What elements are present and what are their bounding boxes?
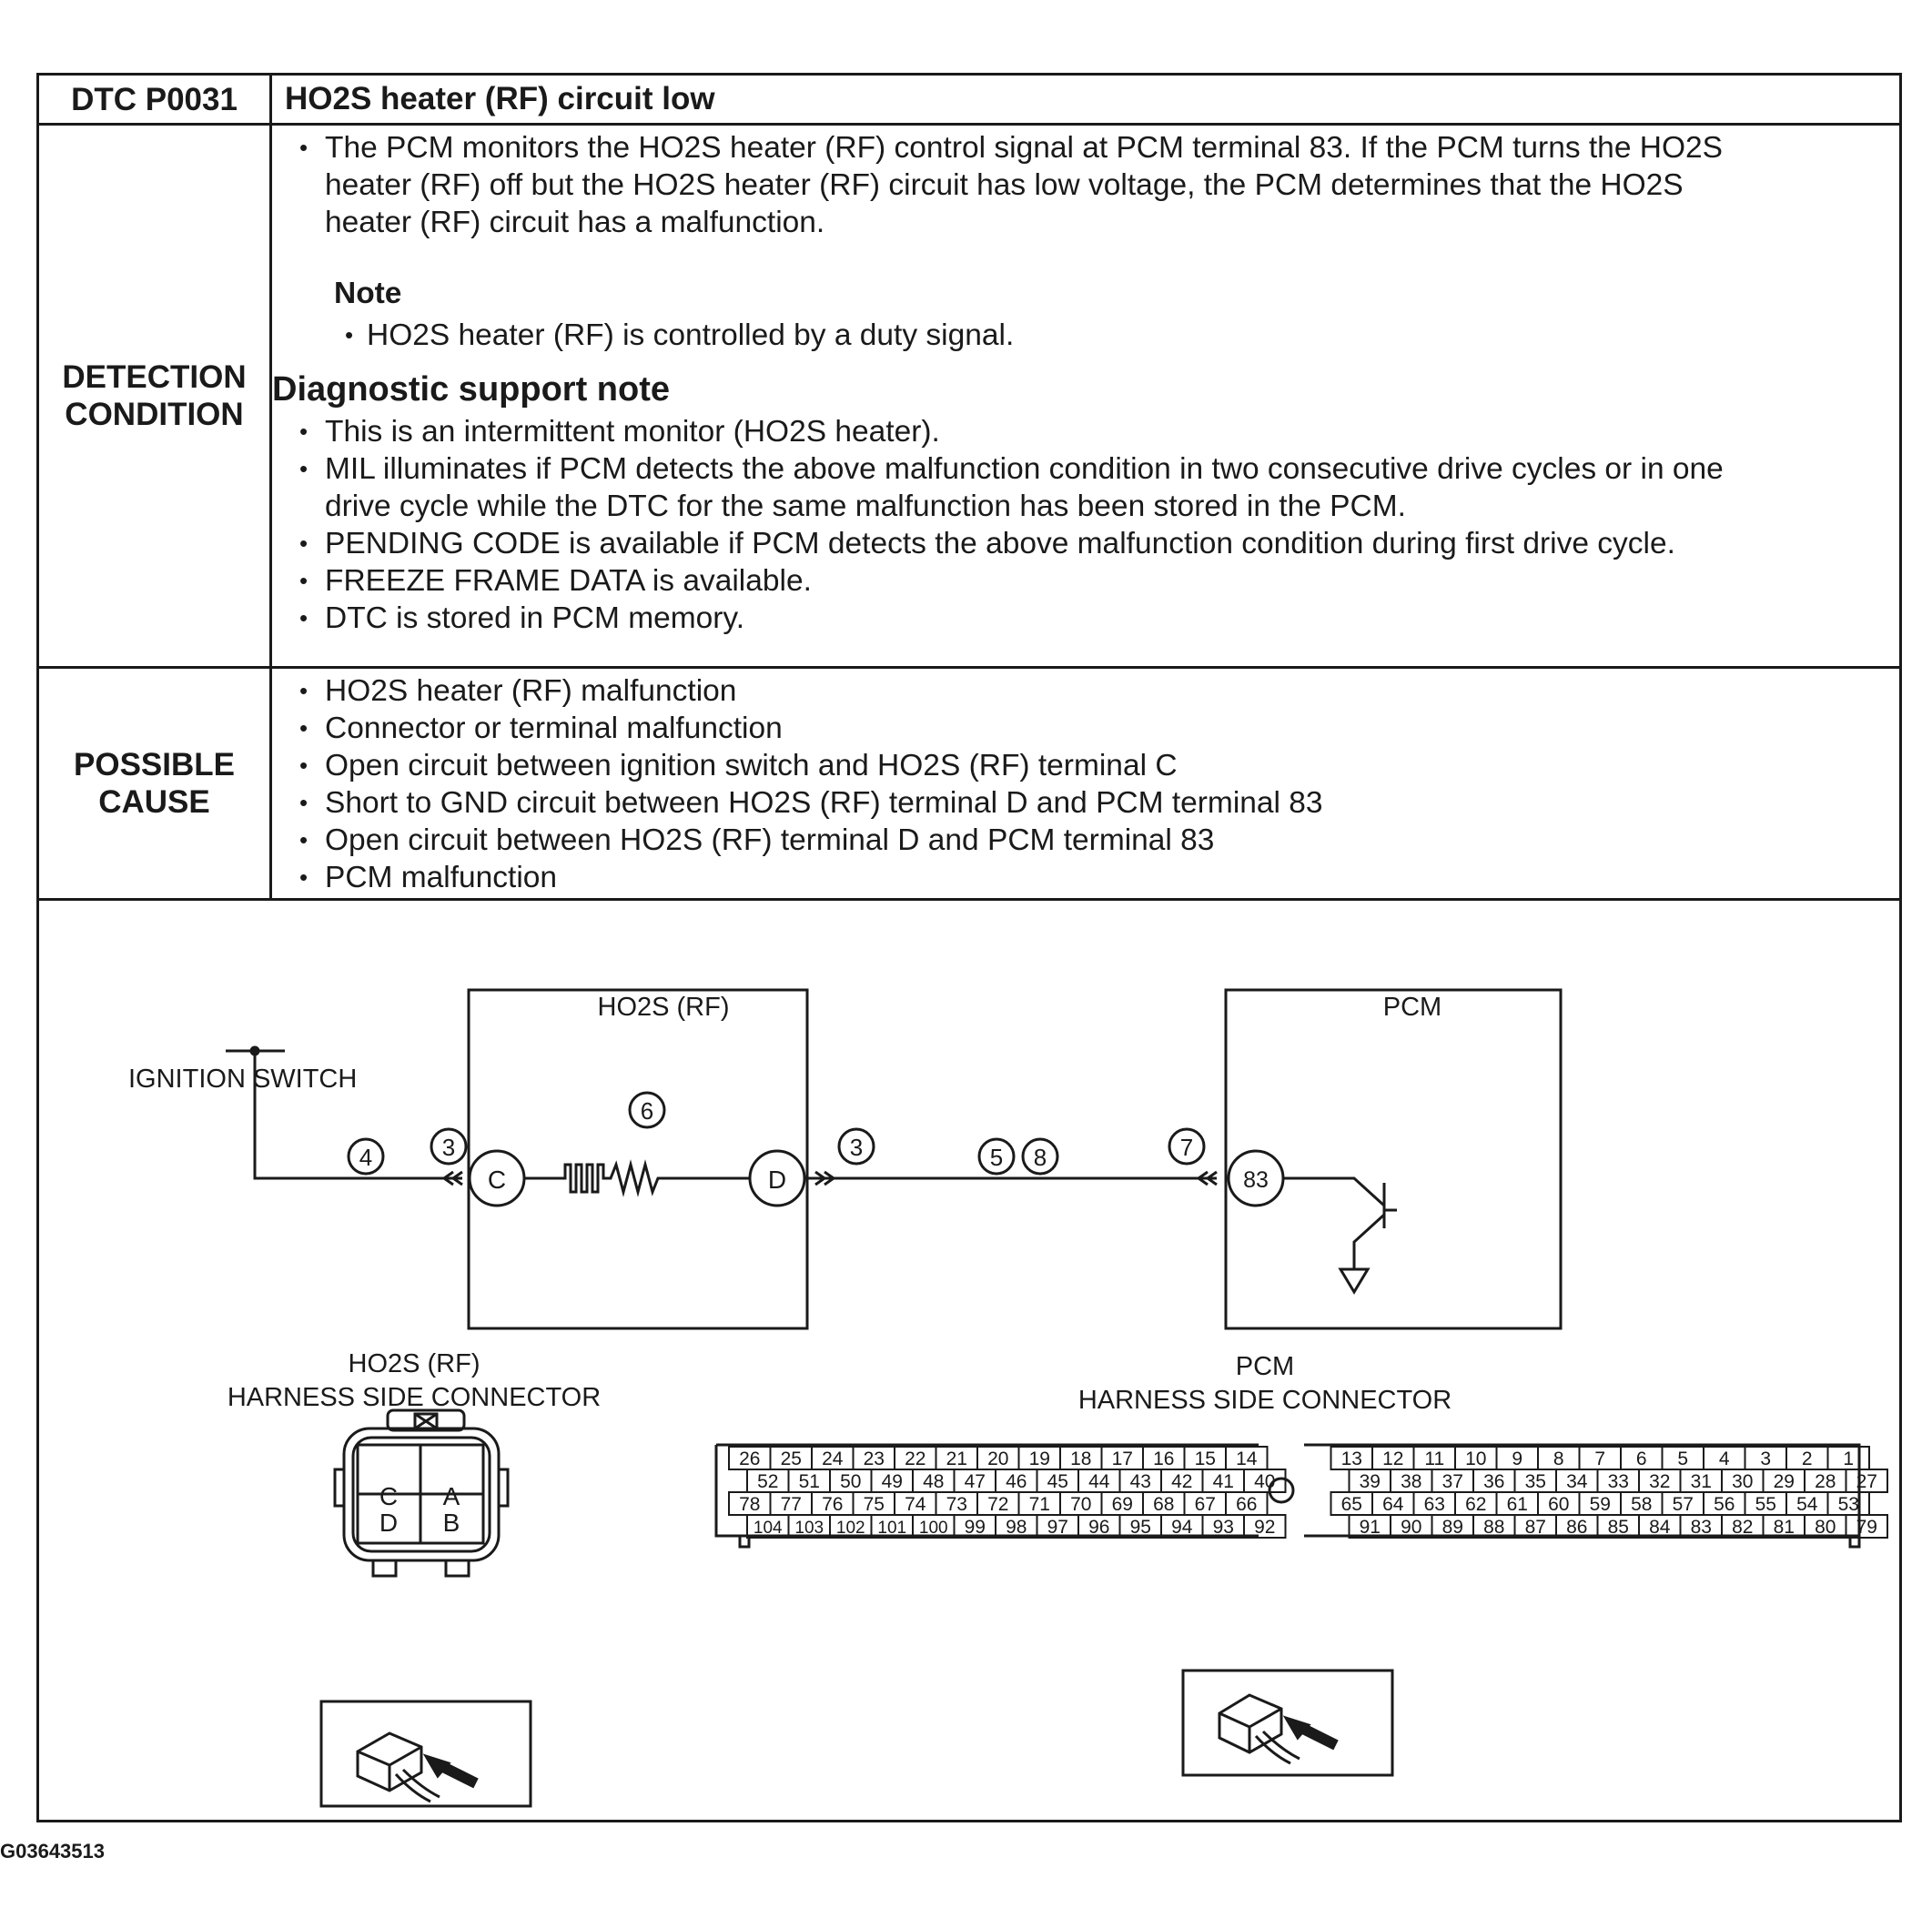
step-7-label: 7 bbox=[1179, 1134, 1194, 1161]
ho2s-connector-title-line1: HO2S (RF) bbox=[348, 1349, 480, 1378]
pcm-pin-label: 54 bbox=[1796, 1494, 1818, 1515]
cause-item: Open circuit between ignition switch and HO2S (RF) terminal C bbox=[325, 749, 1178, 782]
cause-content bbox=[272, 669, 1899, 898]
pcm-pin-label: 103 bbox=[794, 1519, 824, 1538]
cause-item: PCM malfunction bbox=[325, 861, 558, 894]
pcm-pin-label: 76 bbox=[822, 1494, 844, 1515]
ignition-label: IGNITION SWITCH bbox=[128, 1065, 358, 1094]
pcm-pin-label: 59 bbox=[1589, 1494, 1611, 1515]
pcm-pin-label: 46 bbox=[1006, 1471, 1027, 1492]
ho2s-title: HO2S (RF) bbox=[597, 993, 730, 1022]
dtc-sheet bbox=[36, 73, 1902, 1822]
pcm-pin-label: 22 bbox=[905, 1449, 926, 1469]
detection-label bbox=[39, 126, 272, 666]
pcm-pin-label: 34 bbox=[1566, 1471, 1588, 1492]
pcm-pin-label: 18 bbox=[1070, 1449, 1092, 1469]
pcm-pin-label: 98 bbox=[1006, 1517, 1027, 1538]
ho2s-pin: C bbox=[379, 1482, 399, 1510]
support-item: DTC is stored in PCM memory. bbox=[325, 601, 745, 635]
pcm-pin-label: 11 bbox=[1424, 1449, 1445, 1469]
pcm-pin-label: 35 bbox=[1524, 1471, 1546, 1492]
pcm-pin-label: 2 bbox=[1801, 1449, 1813, 1469]
pcm-pin-label: 17 bbox=[1111, 1449, 1133, 1469]
pcm-pin-label: 47 bbox=[964, 1471, 986, 1492]
pcm-pin-label: 104 bbox=[753, 1519, 783, 1538]
bullet-dot: • bbox=[299, 530, 309, 557]
dtc-title: HO2S heater (RF) circuit low bbox=[285, 81, 715, 116]
pcm-pin-label: 62 bbox=[1465, 1494, 1487, 1515]
bullet-dot: • bbox=[299, 863, 309, 891]
pcm-pin-label: 3 bbox=[1760, 1449, 1772, 1469]
pcm-pin-label: 58 bbox=[1631, 1494, 1653, 1515]
pcm-title: PCM bbox=[1382, 993, 1442, 1022]
pcm-pin-label: 23 bbox=[863, 1449, 885, 1469]
pcm-pin-label: 24 bbox=[822, 1449, 844, 1469]
pcm-pin-label: 20 bbox=[987, 1449, 1009, 1469]
pcm-pin-label: 97 bbox=[1047, 1517, 1068, 1538]
cause-item: Connector or terminal malfunction bbox=[325, 712, 783, 745]
harness-view-icon bbox=[358, 1733, 476, 1802]
pcm-pin-label: 67 bbox=[1194, 1494, 1216, 1515]
pcm-pin-label: 68 bbox=[1153, 1494, 1175, 1515]
harness-view-icon bbox=[1219, 1695, 1336, 1763]
support-item: drive cycle while the DTC for the same malfunction has been stored in the PCM. bbox=[325, 490, 1406, 523]
ho2s-pin: A bbox=[442, 1482, 460, 1510]
pcm-pin-label: 88 bbox=[1483, 1517, 1505, 1538]
dtc-code: DTC P0031 bbox=[39, 76, 272, 123]
pcm-pin-label: 7 bbox=[1594, 1449, 1606, 1469]
terminal-c-label: C bbox=[487, 1166, 507, 1194]
pcm-pin-label: 81 bbox=[1773, 1517, 1795, 1538]
ho2s-connector-title-line2: HARNESS SIDE CONNECTOR bbox=[227, 1383, 602, 1412]
pcm-pin-label: 49 bbox=[881, 1471, 903, 1492]
pcm-pin-label: 77 bbox=[780, 1494, 802, 1515]
pcm-pin-label: 89 bbox=[1441, 1517, 1463, 1538]
bullet-dot: • bbox=[299, 714, 309, 742]
pcm-pin-label: 30 bbox=[1732, 1471, 1754, 1492]
pcm-pin-label: 1 bbox=[1843, 1449, 1855, 1469]
pcm-pin-label: 25 bbox=[780, 1449, 802, 1469]
pcm-connector-title-line2: HARNESS SIDE CONNECTOR bbox=[1077, 1386, 1452, 1415]
bullet-dot: • bbox=[299, 752, 309, 779]
pcm-pin-label: 78 bbox=[739, 1494, 761, 1515]
pcm-pin-label: 8 bbox=[1553, 1449, 1564, 1469]
pcm-pin-label: 13 bbox=[1340, 1449, 1362, 1469]
pcm-pin-label: 74 bbox=[905, 1494, 926, 1515]
pcm-pin-label: 72 bbox=[987, 1494, 1009, 1515]
pcm-pin-label: 102 bbox=[835, 1519, 865, 1538]
pcm-pin-label: 61 bbox=[1506, 1494, 1528, 1515]
pcm-pin-label: 40 bbox=[1254, 1471, 1276, 1492]
step-6-label: 6 bbox=[640, 1097, 654, 1125]
bullet-dot: • bbox=[299, 604, 309, 631]
pcm-pin-label: 10 bbox=[1465, 1449, 1487, 1469]
wiring-diagram bbox=[39, 901, 1899, 1820]
pcm-pin-label: 99 bbox=[964, 1517, 986, 1538]
pcm-pin-label: 84 bbox=[1649, 1517, 1671, 1538]
heater-resistor-icon bbox=[524, 1165, 750, 1192]
ho2s-pin: B bbox=[442, 1509, 460, 1537]
detection-text-line1: The PCM monitors the HO2S heater (RF) control signal at PCM terminal 83. If the PCM turns the HO2S bbox=[325, 131, 1723, 165]
pcm-pin-label: 85 bbox=[1607, 1517, 1629, 1538]
ho2s-connector-icon bbox=[335, 1410, 508, 1576]
bullet-dot: • bbox=[299, 567, 309, 594]
pcm-pin-label: 12 bbox=[1382, 1449, 1404, 1469]
cause-row bbox=[39, 669, 1899, 901]
bullet-dot: • bbox=[299, 134, 309, 161]
pcm-pin-label: 9 bbox=[1512, 1449, 1523, 1469]
pcm-pin-label: 69 bbox=[1111, 1494, 1133, 1515]
transistor-icon bbox=[1283, 1178, 1397, 1269]
pcm-pin-label: 71 bbox=[1028, 1494, 1050, 1515]
pcm-pin-label: 45 bbox=[1047, 1471, 1068, 1492]
pcm-pin-label: 33 bbox=[1607, 1471, 1629, 1492]
pcm-pin-label: 43 bbox=[1129, 1471, 1151, 1492]
step-5-label: 5 bbox=[989, 1144, 1004, 1171]
pcm-pin-label: 64 bbox=[1382, 1494, 1404, 1515]
pcm-pin-label: 96 bbox=[1088, 1517, 1110, 1538]
detection-text-line3: heater (RF) circuit has a malfunction. bbox=[325, 206, 825, 239]
pcm-pin-label: 39 bbox=[1359, 1471, 1381, 1492]
pcm-pin-label: 19 bbox=[1028, 1449, 1050, 1469]
step-8-label: 8 bbox=[1033, 1144, 1047, 1171]
pcm-pin-label: 50 bbox=[840, 1471, 862, 1492]
pcm-pin-label: 90 bbox=[1401, 1517, 1422, 1538]
pcm-pin-label: 38 bbox=[1401, 1471, 1422, 1492]
bullet-dot: • bbox=[299, 826, 309, 853]
note-text: HO2S heater (RF) is controlled by a duty signal. bbox=[367, 318, 1015, 352]
bullet-dot: • bbox=[299, 418, 309, 445]
cause-item: Open circuit between HO2S (RF) terminal D and PCM terminal 83 bbox=[325, 823, 1215, 857]
cause-item: Short to GND circuit between HO2S (RF) terminal D and PCM terminal 83 bbox=[325, 786, 1323, 820]
pcm-pin-label: 41 bbox=[1212, 1471, 1234, 1492]
pcm-pin-label: 42 bbox=[1171, 1471, 1193, 1492]
cause-label bbox=[39, 669, 272, 898]
support-item: FREEZE FRAME DATA is available. bbox=[325, 564, 812, 598]
ho2s-pin: D bbox=[379, 1509, 399, 1537]
pcm-pin-label: 32 bbox=[1649, 1471, 1671, 1492]
pcm-pin-label: 101 bbox=[877, 1519, 907, 1538]
detection-label-line2: CONDITION bbox=[65, 397, 244, 432]
terminal-83-label: 83 bbox=[1243, 1167, 1269, 1193]
pcm-pin-label: 80 bbox=[1815, 1517, 1836, 1538]
support-title: Diagnostic support note bbox=[272, 370, 670, 409]
pcm-pin-label: 53 bbox=[1837, 1494, 1859, 1515]
bullet-dot: • bbox=[299, 789, 309, 816]
pcm-pin-label: 66 bbox=[1236, 1494, 1258, 1515]
pcm-pin-label: 73 bbox=[946, 1494, 967, 1515]
ground-icon bbox=[1340, 1269, 1368, 1292]
pcm-pin-label: 91 bbox=[1359, 1517, 1381, 1538]
pcm-connector-title-line1: PCM bbox=[1235, 1352, 1295, 1381]
bullet-dot: • bbox=[299, 455, 309, 482]
detection-text-line2: heater (RF) off but the HO2S heater (RF) circuit has low voltage, the PCM determines that the HO2S bbox=[325, 168, 1684, 202]
step-3-label: 3 bbox=[441, 1134, 456, 1161]
pcm-pin-label: 57 bbox=[1672, 1494, 1694, 1515]
pcm-pin-label: 86 bbox=[1566, 1517, 1588, 1538]
detection-row bbox=[39, 126, 1899, 669]
note-title: Note bbox=[334, 277, 402, 310]
pcm-connector-pins bbox=[729, 1447, 1887, 1538]
header-row bbox=[39, 76, 1899, 126]
pcm-pin-label: 70 bbox=[1070, 1494, 1092, 1515]
pcm-pin-label: 100 bbox=[918, 1519, 948, 1538]
pcm-pin-label: 21 bbox=[946, 1449, 967, 1469]
pcm-pin-label: 26 bbox=[739, 1449, 761, 1469]
detection-content bbox=[272, 126, 1899, 666]
detection-label-line1: DETECTION bbox=[62, 359, 247, 395]
pcm-pin-label: 93 bbox=[1212, 1517, 1234, 1538]
step-3-label: 3 bbox=[849, 1134, 864, 1161]
terminal-d-label: D bbox=[767, 1166, 787, 1194]
pcm-pin-label: 37 bbox=[1441, 1471, 1463, 1492]
pcm-pin-label: 4 bbox=[1718, 1449, 1730, 1469]
pcm-pin-label: 14 bbox=[1236, 1449, 1258, 1469]
pcm-pin-label: 55 bbox=[1755, 1494, 1776, 1515]
pcm-pin-label: 52 bbox=[757, 1471, 779, 1492]
pcm-pin-label: 44 bbox=[1088, 1471, 1110, 1492]
pcm-pin-label: 83 bbox=[1690, 1517, 1712, 1538]
bullet-dot: • bbox=[299, 677, 309, 704]
cause-label-line1: POSSIBLE bbox=[74, 747, 235, 782]
cause-label-line2: CAUSE bbox=[98, 784, 210, 820]
pcm-pin-label: 36 bbox=[1483, 1471, 1505, 1492]
pcm-pin-label: 51 bbox=[798, 1471, 820, 1492]
pcm-pin-label: 87 bbox=[1524, 1517, 1546, 1538]
bullet-dot: • bbox=[345, 321, 354, 348]
support-item: PENDING CODE is available if PCM detects the above malfunction condition during first drive cycle. bbox=[325, 527, 1675, 560]
pcm-pin-label: 94 bbox=[1171, 1517, 1193, 1538]
pcm-pin-label: 28 bbox=[1815, 1471, 1836, 1492]
pcm-pin-label: 92 bbox=[1254, 1517, 1276, 1538]
pcm-pin-label: 63 bbox=[1423, 1494, 1445, 1515]
pcm-pin-label: 95 bbox=[1129, 1517, 1151, 1538]
pcm-pin-label: 48 bbox=[923, 1471, 945, 1492]
pcm-pin-label: 6 bbox=[1635, 1449, 1647, 1469]
pcm-pin-label: 56 bbox=[1714, 1494, 1735, 1515]
pcm-pin-label: 5 bbox=[1677, 1449, 1689, 1469]
pcm-pin-label: 79 bbox=[1856, 1517, 1877, 1538]
pcm-pin-label: 16 bbox=[1153, 1449, 1175, 1469]
pcm-pin-label: 75 bbox=[863, 1494, 885, 1515]
support-item: This is an intermittent monitor (HO2S heater). bbox=[325, 415, 940, 449]
figure-id: G03643513 bbox=[0, 1840, 105, 1862]
pcm-pin-label: 65 bbox=[1340, 1494, 1362, 1515]
pcm-pin-label: 27 bbox=[1856, 1471, 1877, 1492]
step-4-label: 4 bbox=[359, 1144, 373, 1171]
pcm-pin-label: 31 bbox=[1690, 1471, 1712, 1492]
cause-item: HO2S heater (RF) malfunction bbox=[325, 674, 737, 708]
pcm-pin-label: 29 bbox=[1773, 1471, 1795, 1492]
pcm-pin-label: 60 bbox=[1548, 1494, 1570, 1515]
pcm-pin-label: 15 bbox=[1194, 1449, 1216, 1469]
support-item: MIL illuminates if PCM detects the above malfunction condition in two consecutive drive cycles or in one bbox=[325, 452, 1724, 486]
pcm-pin-label: 82 bbox=[1732, 1517, 1754, 1538]
